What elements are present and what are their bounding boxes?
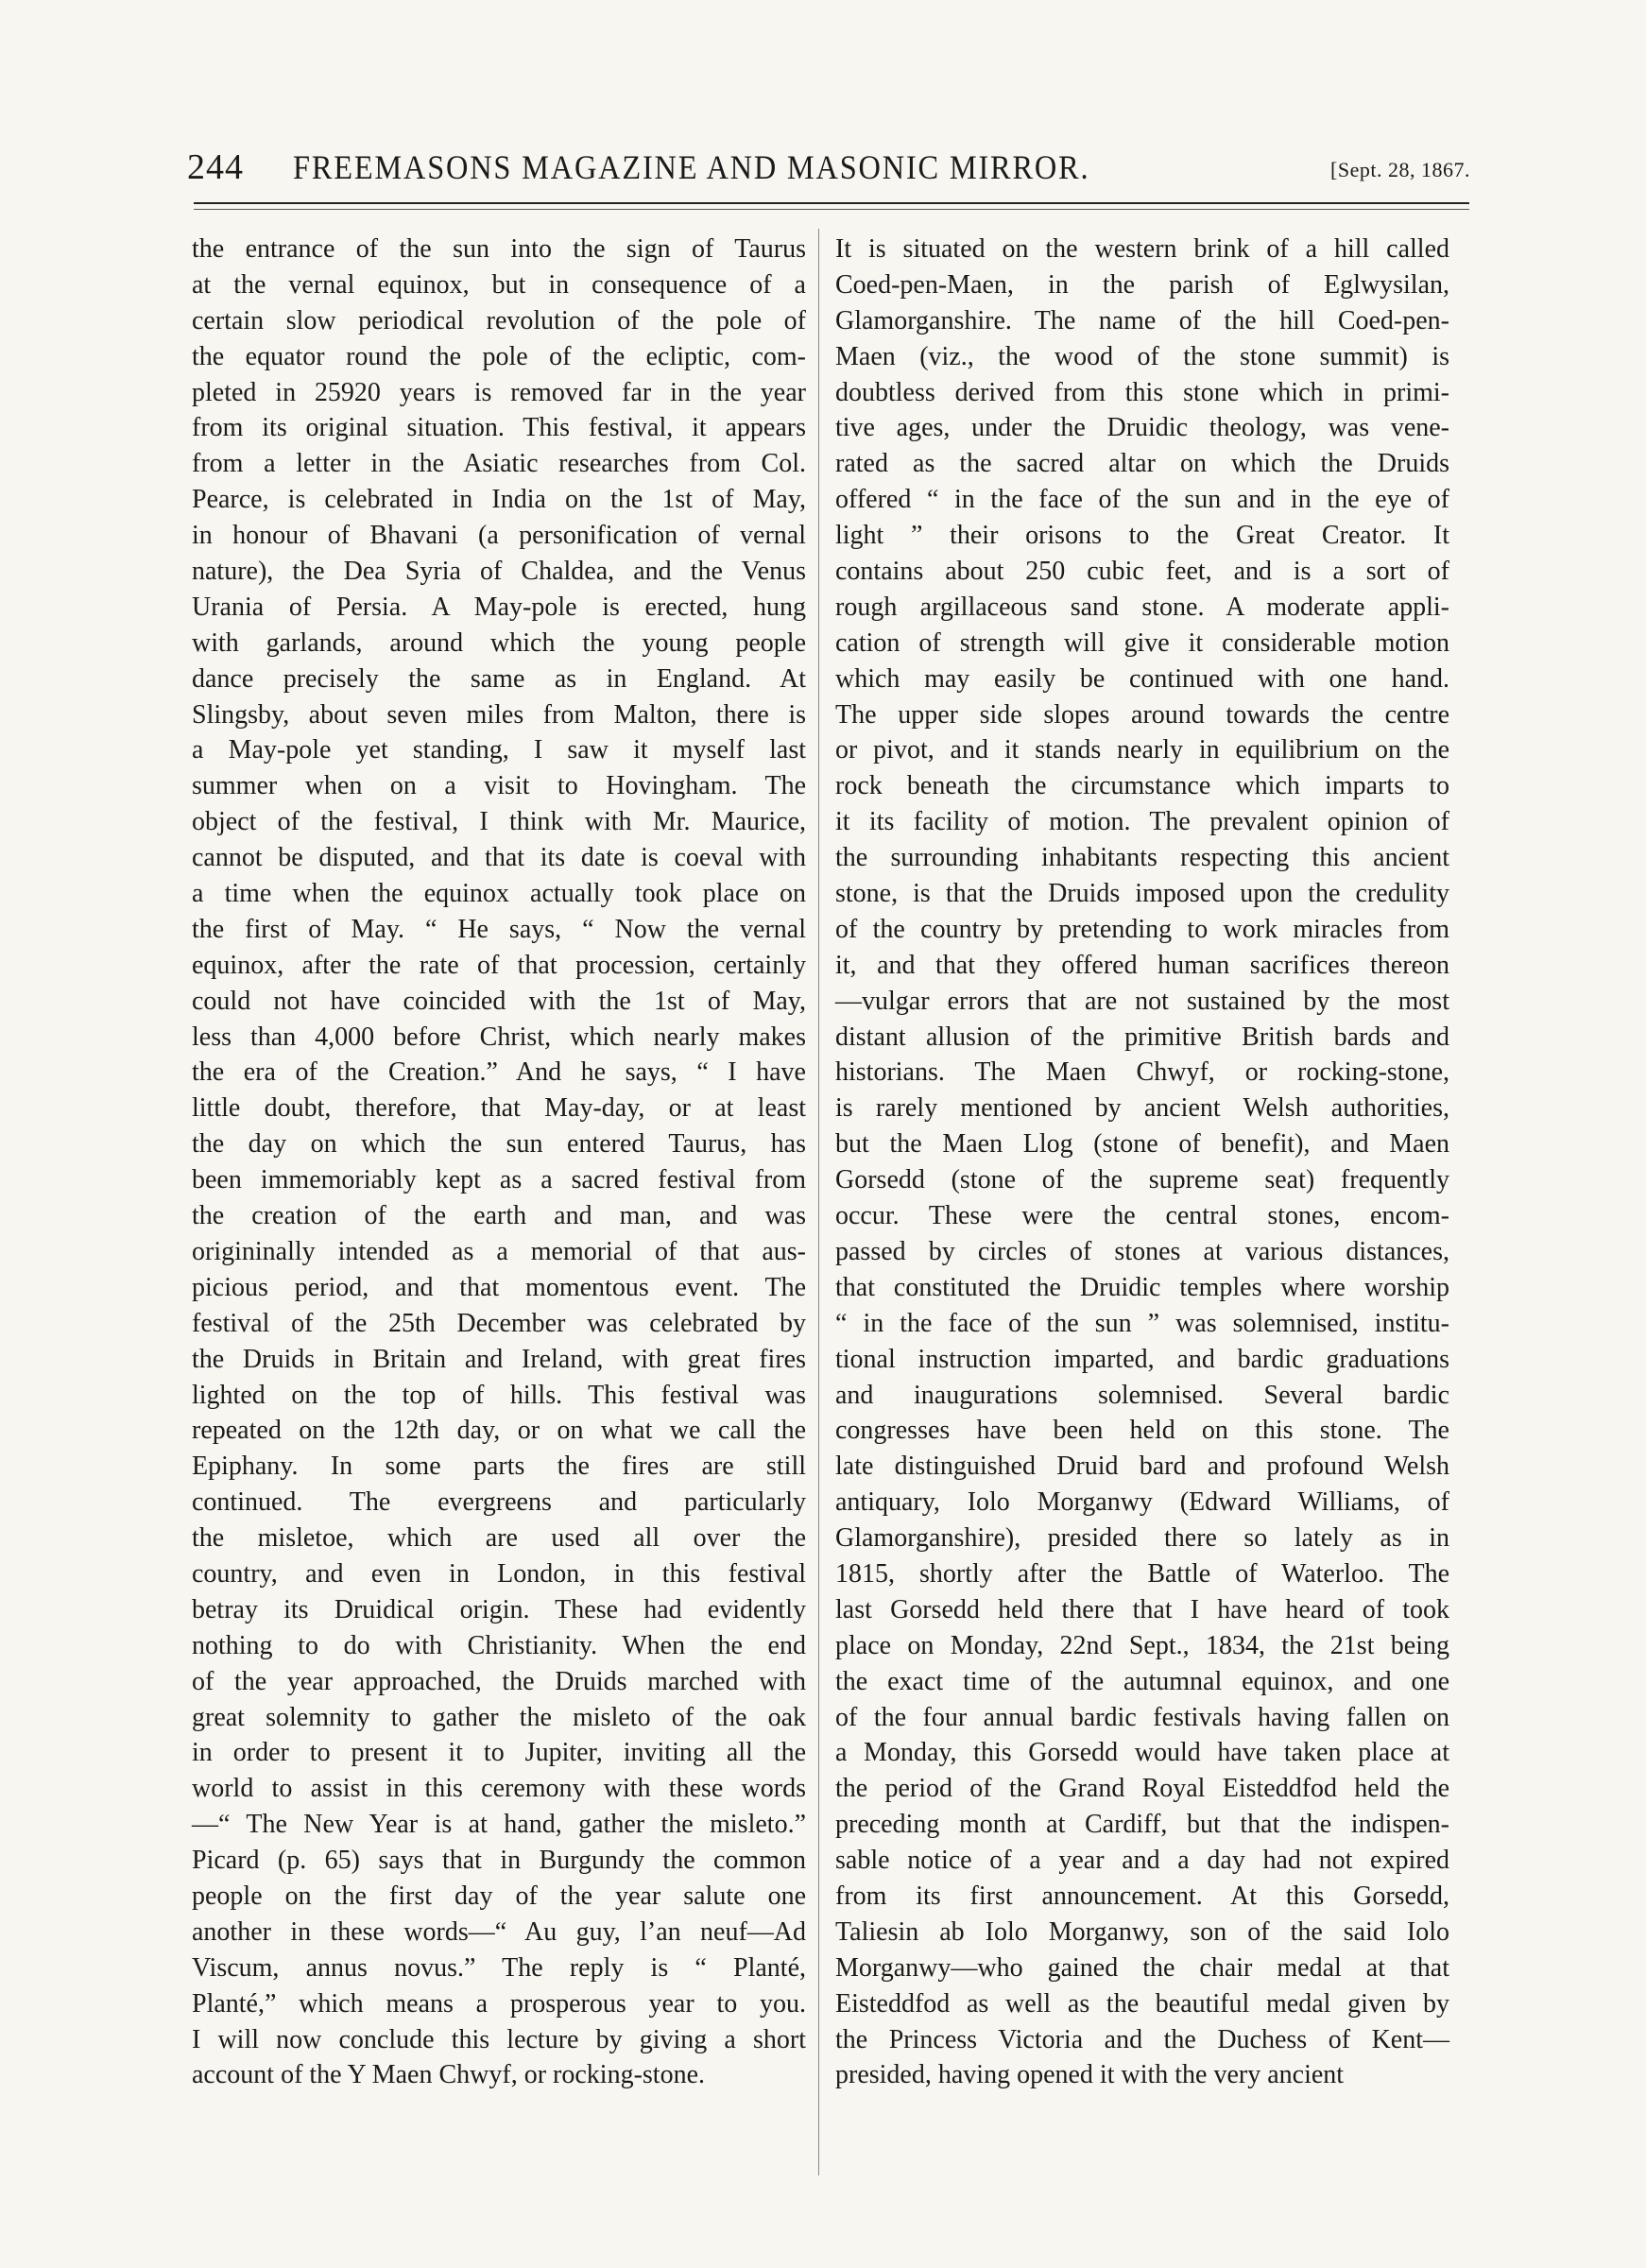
text-line: late distinguished Druid bard and profound Welsh <box>835 1452 1449 1482</box>
text-line: which may easily be continued with one hand. <box>835 663 1449 694</box>
text-line: from its original situation. This festival, it appears <box>192 413 806 443</box>
text-line: 1815, shortly after the Battle of Waterloo. The <box>835 1558 1449 1589</box>
text-line: the misletoe, which are used all over the <box>192 1523 806 1554</box>
text-line: but the Maen Llog (stone of benefit), and Maen <box>835 1129 1449 1160</box>
text-line: Slingsby, about seven miles from Malton, there is <box>192 699 806 730</box>
text-line: the first of May. “ He says, “ Now the vernal <box>192 914 806 944</box>
text-line: —vulgar errors that are not sustained by the most <box>835 986 1449 1016</box>
text-line: the entrance of the sun into the sign of Taurus <box>192 234 806 264</box>
text-line: Pearce, is celebrated in India on the 1st of May, <box>192 485 806 515</box>
text-line: The upper side slopes around towards the centre <box>835 699 1449 730</box>
text-line: dance precisely the same as in England. At <box>192 663 806 694</box>
text-line: country, and even in London, in this festival <box>192 1558 806 1589</box>
text-line: account of the Y Maen Chwyf, or rocking-stone. <box>192 2060 705 2090</box>
text-line: sable notice of a year and a day had not expired <box>835 1846 1449 1876</box>
header-rule <box>194 202 1469 204</box>
text-line: object of the festival, I think with Mr. Maurice, <box>192 807 806 837</box>
text-line: congresses have been held on this stone. The <box>835 1416 1449 1446</box>
left-column <box>192 232 806 2093</box>
text-line: antiquary, Iolo Morganwy (Edward Williams, of <box>835 1487 1449 1518</box>
text-line: “ in the face of the sun ” was solemnised, institu- <box>835 1308 1449 1338</box>
text-line: preceding month at Cardiff, but that the indispen- <box>835 1810 1449 1840</box>
text-line: the creation of the earth and man, and was <box>192 1201 806 1231</box>
text-line: tional instruction imparted, and bardic graduations <box>835 1344 1449 1374</box>
text-line: historians. The Maen Chwyf, or rocking-stone, <box>835 1057 1449 1088</box>
text-line: Urania of Persia. A May-pole is erected, hung <box>192 592 806 622</box>
text-line: Epiphany. In some parts the fires are still <box>192 1452 806 1482</box>
text-line: Maen (viz., the wood of the stone summit) is <box>835 341 1449 371</box>
text-line: presided, having opened it with the very ancient <box>835 2060 1345 2090</box>
text-line: of the country by pretending to work miracles from <box>835 914 1449 944</box>
text-line: little doubt, therefore, that May-day, or at least <box>192 1093 806 1124</box>
text-line: offered “ in the face of the sun and in the eye of <box>835 485 1449 515</box>
text-line: from its first announcement. At this Gorsedd, <box>835 1881 1449 1911</box>
text-line: last Gorsedd held there that I have heard of took <box>835 1594 1449 1624</box>
text-line: a time when the equinox actually took place on <box>192 879 806 909</box>
text-line: the equator round the pole of the ecliptic, com- <box>192 341 806 371</box>
text-line: origininally intended as a memorial of that aus- <box>192 1236 806 1266</box>
header-rule-thin <box>194 209 1469 210</box>
text-line: the surrounding inhabitants respecting this ancient <box>835 843 1449 873</box>
text-line: occur. These were the central stones, encom- <box>835 1201 1449 1231</box>
text-line: with garlands, around which the young people <box>192 627 806 658</box>
text-line: could not have coincided with the 1st of May, <box>192 986 806 1016</box>
text-line: at the vernal equinox, but in consequence of a <box>192 269 806 300</box>
text-line: light ” their orisons to the Great Creator. It <box>835 521 1449 551</box>
text-line: festival of the 25th December was celebrated by <box>192 1308 806 1338</box>
text-line: It is situated on the western brink of a hill called <box>835 234 1449 264</box>
text-line: continued. The evergreens and particularly <box>192 1487 806 1518</box>
text-line: Taliesin ab Iolo Morganwy, son of the said Iolo <box>835 1916 1449 1947</box>
text-line: of the year approached, the Druids marched with <box>192 1666 806 1696</box>
text-line: passed by circles of stones at various distances, <box>835 1236 1449 1266</box>
running-title: FREEMASONS MAGAZINE AND MASONIC MIRROR. <box>293 148 1090 186</box>
text-line: lighted on the top of hills. This festival was <box>192 1380 806 1410</box>
text-line: contains about 250 cubic feet, and is a sort of <box>835 557 1449 587</box>
text-line: stone, is that the Druids imposed upon the credulity <box>835 879 1449 909</box>
text-line: Planté,” which means a prosperous year to you. <box>192 1988 806 2019</box>
text-line: Gorsedd (stone of the supreme seat) frequently <box>835 1165 1449 1195</box>
text-line: nothing to do with Christianity. When the end <box>192 1630 806 1660</box>
text-line: certain slow periodical revolution of the pole of <box>192 305 806 335</box>
text-line: another in these words—“ Au guy, l’an neuf—Ad <box>192 1916 806 1947</box>
text-line: I will now conclude this lecture by giving a short <box>192 2024 806 2054</box>
text-line: that constituted the Druidic temples where worship <box>835 1272 1449 1302</box>
text-line: rough argillaceous sand stone. A moderate appli- <box>835 592 1449 622</box>
text-line: it, and that they offered human sacrifices thereon <box>835 950 1449 980</box>
text-line: summer when on a visit to Hovingham. The <box>192 771 806 801</box>
text-line: the exact time of the autumnal equinox, and one <box>835 1666 1449 1696</box>
text-line: pleted in 25920 years is removed far in the year <box>192 377 806 407</box>
text-line: cation of strength will give it considerable motion <box>835 627 1449 658</box>
text-line: Glamorganshire), presided there so lately as in <box>835 1523 1449 1554</box>
text-line: less than 4,000 before Christ, which nearly makes <box>192 1022 806 1052</box>
text-line: the era of the Creation.” And he says, “ I have <box>192 1057 806 1088</box>
text-line: the Princess Victoria and the Duchess of Kent— <box>835 2024 1449 2054</box>
text-line: distant allusion of the primitive British bards and <box>835 1022 1449 1052</box>
text-line: world to assist in this ceremony with these words <box>192 1774 806 1804</box>
text-line: in order to present it to Jupiter, inviting all the <box>192 1738 806 1768</box>
text-line: Glamorganshire. The name of the hill Coed-pen- <box>835 305 1449 335</box>
text-line: repeated on the 12th day, or on what we call the <box>192 1416 806 1446</box>
text-line: Viscum, annus novus.” The reply is “ Planté, <box>192 1952 806 1983</box>
text-line: —“ The New Year is at hand, gather the misleto.” <box>192 1810 806 1840</box>
text-line: great solemnity to gather the misleto of the oak <box>192 1702 806 1732</box>
text-line: the day on which the sun entered Taurus, has <box>192 1129 806 1160</box>
text-line: the Druids in Britain and Ireland, with great fires <box>192 1344 806 1374</box>
text-line: a Monday, this Gorsedd would have taken place at <box>835 1738 1449 1768</box>
text-line: tive ages, under the Druidic theology, was vene- <box>835 413 1449 443</box>
text-line: Coed-pen-Maen, in the parish of Eglwysilan, <box>835 269 1449 300</box>
text-line: the period of the Grand Royal Eisteddfod held the <box>835 1774 1449 1804</box>
text-line: a May-pole yet standing, I saw it myself last <box>192 735 806 765</box>
text-line: is rarely mentioned by ancient Welsh authorities, <box>835 1093 1449 1124</box>
text-line: or pivot, and it stands nearly in equilibrium on the <box>835 735 1449 765</box>
text-line: equinox, after the rate of that procession, certainly <box>192 950 806 980</box>
right-column <box>835 232 1449 2093</box>
text-line: cannot be disputed, and that its date is coeval with <box>192 843 806 873</box>
text-line: it its facility of motion. The prevalent opinion of <box>835 807 1449 837</box>
text-line: nature), the Dea Syria of Chaldea, and the Venus <box>192 557 806 587</box>
text-line: betray its Druidical origin. These had evidently <box>192 1594 806 1624</box>
issue-date: [Sept. 28, 1867. <box>1330 158 1470 181</box>
text-line: in honour of Bhavani (a personification of vernal <box>192 521 806 551</box>
text-line: from a letter in the Asiatic researches from Col. <box>192 449 806 479</box>
text-line: Morganwy—who gained the chair medal at that <box>835 1952 1449 1983</box>
text-line: place on Monday, 22nd Sept., 1834, the 21st being <box>835 1630 1449 1660</box>
text-line: rock beneath the circumstance which imparts to <box>835 771 1449 801</box>
text-line: and inaugurations solemnised. Several bardic <box>835 1380 1449 1410</box>
column-divider <box>818 229 819 2175</box>
text-line: rated as the sacred altar on which the Druids <box>835 449 1449 479</box>
text-line: Picard (p. 65) says that in Burgundy the common <box>192 1846 806 1876</box>
text-line: been immemoriably kept as a sacred festival from <box>192 1165 806 1195</box>
page-number: 244 <box>187 147 244 187</box>
text-line: doubtless derived from this stone which in primi- <box>835 377 1449 407</box>
text-line: picious period, and that momentous event. The <box>192 1272 806 1302</box>
text-line: of the four annual bardic festivals having fallen on <box>835 1702 1449 1732</box>
text-line: Eisteddfod as well as the beautiful medal given by <box>835 1988 1449 2019</box>
text-line: people on the first day of the year salute one <box>192 1881 806 1911</box>
page-header <box>187 144 1470 191</box>
